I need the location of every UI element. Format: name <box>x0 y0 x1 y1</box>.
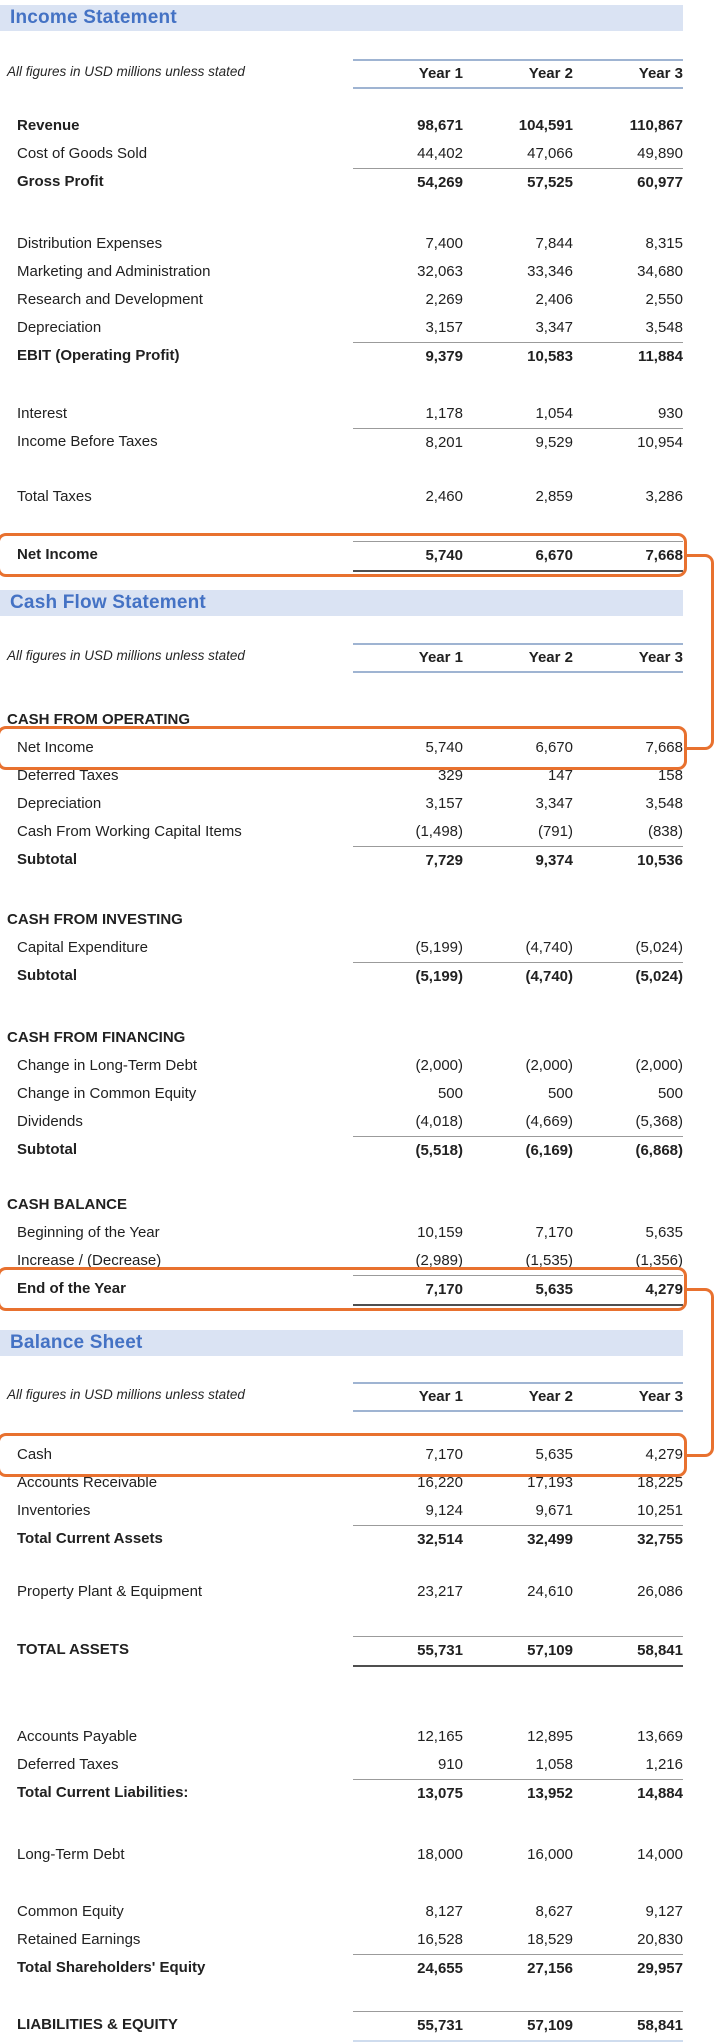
row-value: 3,286 <box>645 488 683 505</box>
section-title-income-statement: Income Statement <box>0 5 683 31</box>
row-label: Change in Long-Term Debt <box>17 1057 198 1074</box>
section-header-label: CASH FROM INVESTING <box>7 911 183 928</box>
row-value: 7,170 <box>353 1275 463 1306</box>
row-working-capital-items <box>0 818 683 846</box>
row-value: 3,157 <box>425 795 463 812</box>
row-value: 3,548 <box>645 319 683 336</box>
row-value: 5,740 <box>353 541 463 572</box>
row-value: 500 <box>547 1085 573 1102</box>
row-value: (838) <box>647 823 683 840</box>
row-label: Beginning of the Year <box>17 1224 160 1241</box>
row-value: 57,525 <box>463 168 573 197</box>
row-label: Accounts Receivable <box>17 1474 158 1491</box>
row-capital-expenditure <box>0 934 683 962</box>
row-value: 9,374 <box>463 846 573 875</box>
row-value: 32,514 <box>353 1525 463 1554</box>
row-dividends <box>0 1108 683 1136</box>
row-value: 8,127 <box>425 1903 463 1920</box>
row-value: 930 <box>657 405 683 422</box>
row-value: (4,018) <box>415 1113 463 1130</box>
row-value: 13,075 <box>353 1779 463 1808</box>
row-value: (4,669) <box>525 1113 573 1130</box>
row-value: 4,279 <box>645 1446 683 1463</box>
cash-flow-statement-section <box>0 590 720 1303</box>
row-value: 24,655 <box>353 1954 463 1983</box>
row-value: 60,977 <box>573 168 683 197</box>
row-value: 2,269 <box>425 291 463 308</box>
row-research-development <box>0 286 683 314</box>
row-value: 147 <box>547 767 573 784</box>
row-value: 57,109 <box>463 1636 573 1667</box>
row-deferred-taxes <box>0 762 683 790</box>
row-value: 9,124 <box>425 1502 463 1519</box>
row-value: 13,669 <box>637 1728 683 1745</box>
row-value: 7,668 <box>645 739 683 756</box>
row-value: 2,460 <box>425 488 463 505</box>
row-label: Depreciation <box>17 319 102 336</box>
row-label: EBIT (Operating Profit) <box>17 347 180 364</box>
row-value: 16,000 <box>527 1846 573 1863</box>
row-value: 11,884 <box>573 342 683 371</box>
row-value: 10,159 <box>417 1224 463 1241</box>
row-total-current-liabilities <box>0 1779 683 1807</box>
row-value: 7,170 <box>535 1224 573 1241</box>
balance-sheet-table <box>0 1382 683 2039</box>
row-value: (1,356) <box>635 1252 683 1269</box>
row-value: 58,841 <box>573 1636 683 1667</box>
row-value: (5,199) <box>353 962 463 991</box>
row-long-term-debt <box>0 1841 683 1869</box>
row-value: (2,000) <box>415 1057 463 1074</box>
row-label: Cash From Working Capital Items <box>17 823 242 840</box>
row-value: 3,347 <box>535 795 573 812</box>
units-note: All figures in USD millions unless stated <box>7 64 245 79</box>
row-value: 329 <box>437 767 463 784</box>
row-label: TOTAL ASSETS <box>17 1641 129 1658</box>
row-label: Total Current Liabilities: <box>17 1784 189 1801</box>
row-increase-decrease <box>0 1247 683 1275</box>
row-value: (791) <box>537 823 573 840</box>
section-title-cash-flow-statement: Cash Flow Statement <box>0 590 683 616</box>
row-value: (1,498) <box>415 823 463 840</box>
row-total-current-assets <box>0 1525 683 1553</box>
row-label: Total Shareholders' Equity <box>17 1959 206 1976</box>
row-ebit <box>0 342 683 370</box>
row-value: (4,740) <box>463 962 573 991</box>
cash-flow-table <box>0 643 683 1303</box>
row-value: 910 <box>437 1756 463 1773</box>
row-value: 1,058 <box>535 1756 573 1773</box>
row-value: 20,830 <box>637 1931 683 1948</box>
column-header-year1: Year 1 <box>353 59 463 89</box>
row-label: Retained Earnings <box>17 1931 141 1948</box>
row-value: 110,867 <box>629 117 683 134</box>
row-label: Total Current Assets <box>17 1530 163 1547</box>
column-header-year3: Year 3 <box>573 59 683 89</box>
row-value: 23,217 <box>417 1583 463 1600</box>
row-value: (6,169) <box>463 1136 573 1165</box>
row-label: Subtotal <box>17 851 77 868</box>
row-value: 7,170 <box>425 1446 463 1463</box>
row-label: Subtotal <box>17 967 77 984</box>
units-note: All figures in USD millions unless stated <box>7 648 245 663</box>
row-value: 9,379 <box>353 342 463 371</box>
row-value: 27,156 <box>463 1954 573 1983</box>
row-value: (2,000) <box>525 1057 573 1074</box>
row-common-equity <box>0 1898 683 1926</box>
row-value: 29,957 <box>573 1954 683 1983</box>
row-value: 5,635 <box>645 1224 683 1241</box>
row-label: Change in Common Equity <box>17 1085 197 1102</box>
row-value: 10,954 <box>573 428 683 457</box>
row-value: 5,635 <box>463 1275 573 1306</box>
row-value: 104,591 <box>518 117 573 134</box>
units-note: All figures in USD millions unless stated <box>7 1387 245 1402</box>
row-value: 8,201 <box>353 428 463 457</box>
row-value: 158 <box>657 767 683 784</box>
row-value: 58,841 <box>573 2011 683 2042</box>
row-value: 7,668 <box>573 541 683 572</box>
row-value: 54,269 <box>353 168 463 197</box>
row-total-taxes <box>0 483 683 511</box>
row-value: 55,731 <box>353 2011 463 2042</box>
row-value: 7,729 <box>353 846 463 875</box>
row-value: 12,895 <box>527 1728 573 1745</box>
row-deferred-taxes-bs <box>0 1751 683 1779</box>
row-inventories <box>0 1497 683 1525</box>
row-beginning-of-year <box>0 1219 683 1247</box>
row-total-assets <box>0 1636 683 1664</box>
row-interest <box>0 400 683 428</box>
row-revenue <box>0 112 683 140</box>
row-label: Revenue <box>17 117 80 134</box>
row-value: (4,740) <box>525 939 573 956</box>
highlight-end-of-year <box>0 1275 683 1303</box>
row-label: LIABILITIES & EQUITY <box>17 2016 178 2033</box>
row-label: Depreciation <box>17 795 102 812</box>
row-label: Deferred Taxes <box>17 767 119 784</box>
row-value: 18,529 <box>527 1931 573 1948</box>
row-value: 13,952 <box>463 1779 573 1808</box>
row-value: 2,859 <box>535 488 573 505</box>
row-label: Gross Profit <box>17 173 104 190</box>
row-value: (1,535) <box>525 1252 573 1269</box>
row-label: Total Taxes <box>17 488 92 505</box>
row-value: 5,635 <box>535 1446 573 1463</box>
row-value: 14,884 <box>573 1779 683 1808</box>
row-value: 1,216 <box>645 1756 683 1773</box>
section-header-cash-from-financing <box>0 1024 683 1052</box>
row-value: 26,086 <box>637 1583 683 1600</box>
row-label: Capital Expenditure <box>17 939 148 956</box>
section-header-label: CASH FROM FINANCING <box>7 1029 186 1046</box>
column-header-year3: Year 3 <box>573 643 683 673</box>
section-header-cash-from-operating <box>0 706 683 734</box>
row-value: 3,548 <box>645 795 683 812</box>
row-subtotal-investing <box>0 962 683 990</box>
row-subtotal-operating <box>0 846 683 874</box>
row-value: 49,890 <box>637 145 683 162</box>
row-label: Cash <box>17 1446 53 1463</box>
section-title-balance-sheet: Balance Sheet <box>0 1330 683 1356</box>
row-label: Net Income <box>17 546 98 563</box>
row-value: (6,868) <box>573 1136 683 1165</box>
highlight-net-income-cf <box>0 734 683 762</box>
row-value: (2,000) <box>635 1057 683 1074</box>
row-subtotal-financing <box>0 1136 683 1164</box>
row-label: Net Income <box>17 739 94 756</box>
row-change-common-equity <box>0 1080 683 1108</box>
row-value: 32,063 <box>417 263 463 280</box>
row-depreciation-cf <box>0 790 683 818</box>
column-header-year1: Year 1 <box>353 643 463 673</box>
row-value: 55,731 <box>353 1636 463 1667</box>
row-value: 34,680 <box>637 263 683 280</box>
row-accounts-payable <box>0 1723 683 1751</box>
row-label: Accounts Payable <box>17 1728 138 1745</box>
row-label: Inventories <box>17 1502 91 1519</box>
column-header-year1: Year 1 <box>353 1382 463 1412</box>
row-value: 47,066 <box>527 145 573 162</box>
row-value: 6,670 <box>535 739 573 756</box>
row-value: (2,989) <box>415 1252 463 1269</box>
row-value: 12,165 <box>417 1728 463 1745</box>
row-label: Cost of Goods Sold <box>17 145 148 162</box>
row-income-before-taxes <box>0 428 683 456</box>
row-value: 18,225 <box>637 1474 683 1491</box>
row-value: 9,671 <box>535 1502 573 1519</box>
row-label: Distribution Expenses <box>17 235 163 252</box>
row-label: Deferred Taxes <box>17 1756 119 1773</box>
column-header-year3: Year 3 <box>573 1382 683 1412</box>
row-label: Long-Term Debt <box>17 1846 125 1863</box>
row-value: 8,315 <box>645 235 683 252</box>
row-liabilities-and-equity <box>0 2011 683 2039</box>
row-label: Subtotal <box>17 1141 77 1158</box>
section-header-label: CASH FROM OPERATING <box>7 711 191 728</box>
row-value: 16,528 <box>417 1931 463 1948</box>
row-value: 16,220 <box>417 1474 463 1491</box>
row-value: 18,000 <box>417 1846 463 1863</box>
row-label: Income Before Taxes <box>17 433 158 450</box>
section-header-cash-from-investing <box>0 906 683 934</box>
highlight-net-income-is <box>0 541 683 569</box>
row-value: 7,844 <box>535 235 573 252</box>
table-header-row <box>0 59 683 85</box>
row-value: 10,251 <box>637 1502 683 1519</box>
row-gross-profit <box>0 168 683 196</box>
row-marketing-administration <box>0 258 683 286</box>
row-value: 5,740 <box>425 739 463 756</box>
row-value: 33,346 <box>527 263 573 280</box>
row-change-long-term-debt <box>0 1052 683 1080</box>
row-label: Common Equity <box>17 1903 124 1920</box>
row-retained-earnings <box>0 1926 683 1954</box>
row-value: 4,279 <box>573 1275 683 1306</box>
row-label: Increase / (Decrease) <box>17 1252 162 1269</box>
row-value: (5,368) <box>635 1113 683 1130</box>
row-label: Marketing and Administration <box>17 263 211 280</box>
row-value: 44,402 <box>417 145 463 162</box>
table-header-row <box>0 1382 683 1408</box>
row-value: 6,670 <box>463 541 573 572</box>
section-header-cash-balance <box>0 1191 683 1219</box>
row-value: (5,518) <box>353 1136 463 1165</box>
row-value: 500 <box>437 1085 463 1102</box>
row-value: 500 <box>657 1085 683 1102</box>
row-value: 10,536 <box>573 846 683 875</box>
row-label: Dividends <box>17 1113 83 1130</box>
row-label: End of the Year <box>17 1280 126 1297</box>
row-distribution-expenses <box>0 230 683 258</box>
row-value: (5,024) <box>573 962 683 991</box>
row-label: Interest <box>17 405 68 422</box>
row-value: 8,627 <box>535 1903 573 1920</box>
row-value: 14,000 <box>637 1846 683 1863</box>
row-value: 3,347 <box>535 319 573 336</box>
row-value: 32,499 <box>463 1525 573 1554</box>
column-header-year2: Year 2 <box>463 1382 573 1412</box>
balance-sheet-section <box>0 1330 720 2039</box>
row-total-shareholders-equity <box>0 1954 683 1982</box>
row-value: 2,406 <box>535 291 573 308</box>
row-value: 2,550 <box>645 291 683 308</box>
row-accounts-receivable <box>0 1469 683 1497</box>
row-value: 98,671 <box>417 117 463 134</box>
row-property-plant-equipment <box>0 1578 683 1606</box>
highlight-cash <box>0 1441 683 1469</box>
row-value: 9,127 <box>645 1903 683 1920</box>
row-depreciation <box>0 314 683 342</box>
row-cost-of-goods-sold <box>0 140 683 168</box>
row-value: 3,157 <box>425 319 463 336</box>
row-value: 32,755 <box>573 1525 683 1554</box>
row-value: 24,610 <box>527 1583 573 1600</box>
income-statement-section <box>0 5 720 569</box>
row-value: 7,400 <box>425 235 463 252</box>
table-header-row <box>0 643 683 669</box>
row-value: 1,178 <box>425 405 463 422</box>
row-value: 57,109 <box>463 2011 573 2042</box>
column-header-year2: Year 2 <box>463 59 573 89</box>
row-value: (5,199) <box>415 939 463 956</box>
row-value: (5,024) <box>635 939 683 956</box>
row-value: 10,583 <box>463 342 573 371</box>
row-label: Property Plant & Equipment <box>17 1583 203 1600</box>
column-header-year2: Year 2 <box>463 643 573 673</box>
row-value: 17,193 <box>527 1474 573 1491</box>
income-statement-table <box>0 59 683 569</box>
row-value: 9,529 <box>463 428 573 457</box>
row-value: 1,054 <box>535 405 573 422</box>
row-label: Research and Development <box>17 291 203 308</box>
section-header-label: CASH BALANCE <box>7 1196 127 1213</box>
